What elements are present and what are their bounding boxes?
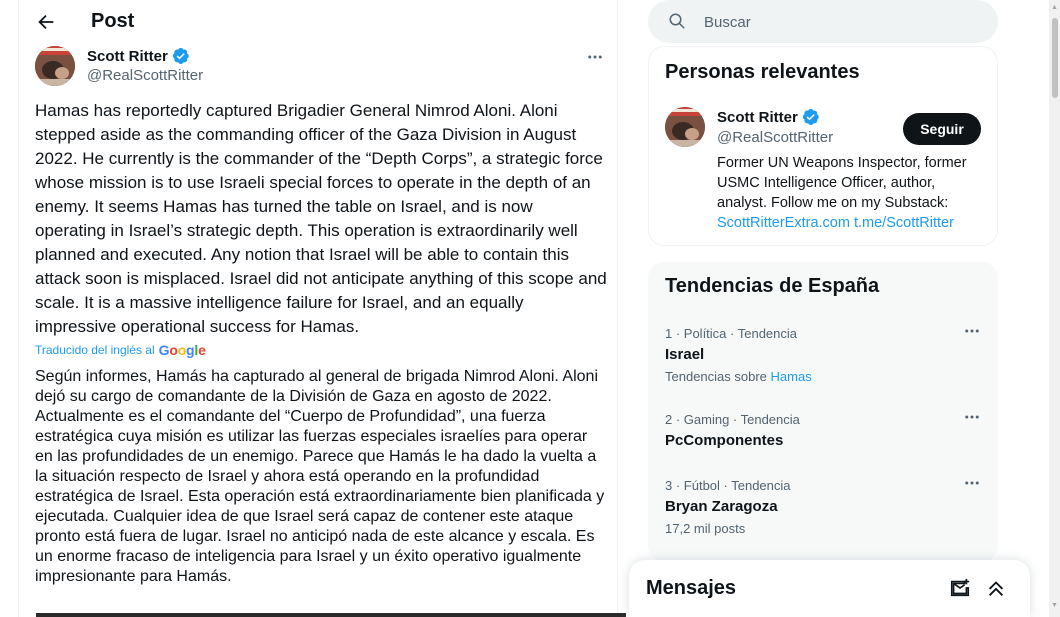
relevant-handle[interactable]: @RealScottRitter	[717, 129, 834, 146]
author-avatar[interactable]	[35, 46, 75, 86]
relevant-bio	[717, 153, 987, 233]
more-icon	[586, 48, 604, 66]
trend-subtitle	[665, 369, 812, 384]
trend-name: PcComponentes	[665, 432, 784, 449]
relevant-name-text: Scott Ritter	[717, 108, 798, 126]
bio-text: Former UN Weapons Inspector, former USMC Intelligence Officer, author, analyst. Follow me on my Substack:	[717, 155, 967, 211]
search-icon	[668, 12, 686, 30]
search-input[interactable]	[704, 11, 974, 33]
post-author	[35, 46, 605, 90]
more-icon	[963, 322, 981, 340]
trend-meta: 3 · Fútbol · Tendencia	[665, 478, 791, 493]
translation-label: Traducido del inglés al	[35, 343, 155, 357]
post-column	[18, 0, 618, 617]
follow-button[interactable]: Seguir	[903, 113, 981, 145]
trend-sub-link[interactable]: Hamas	[770, 369, 812, 384]
scroll-up-arrow[interactable]: ▲	[1051, 4, 1058, 11]
author-name-text: Scott Ritter	[87, 47, 168, 65]
trend-item[interactable]	[649, 326, 999, 396]
back-arrow-icon	[35, 11, 57, 33]
post-header	[19, 0, 617, 44]
verified-badge-icon	[172, 47, 190, 65]
search-bar[interactable]	[648, 0, 998, 43]
trend-sub-prefix: Tendencias sobre	[665, 369, 767, 384]
collapse-icon[interactable]	[985, 577, 1007, 599]
trend-sub-prefix: 17,2 mil posts	[665, 521, 746, 536]
google-logo: Google	[158, 342, 206, 358]
trends-card	[648, 262, 998, 562]
trend-subtitle	[665, 521, 745, 536]
scroll-down-arrow[interactable]: ▼	[1051, 602, 1058, 609]
bottom-edge	[36, 613, 626, 617]
trend-name: Bryan Zaragoza	[665, 498, 778, 515]
avatar-image	[35, 46, 75, 86]
avatar-image	[665, 107, 705, 147]
trend-item[interactable]	[649, 412, 999, 482]
trend-name: Israel	[665, 346, 705, 363]
trend-meta: 2 · Gaming · Tendencia	[665, 412, 800, 427]
verified-badge-icon	[802, 108, 820, 126]
trend-more-button[interactable]	[961, 474, 983, 490]
more-icon	[963, 408, 981, 426]
new-message-icon[interactable]	[949, 577, 971, 599]
relevant-name[interactable]	[717, 108, 820, 126]
trend-more-button[interactable]	[961, 408, 983, 424]
page-scrollbar[interactable]	[1049, 0, 1060, 617]
trends-title: Tendencias de España	[665, 275, 880, 297]
author-handle[interactable]: @RealScottRitter	[87, 67, 204, 84]
messages-drawer[interactable]	[629, 560, 1030, 617]
bio-link-substack[interactable]: ScottRitterExtra.com	[717, 215, 850, 231]
relevant-people-card	[648, 46, 998, 246]
page-title: Post	[91, 10, 135, 32]
bio-link-telegram[interactable]: t.me/ScottRitter	[853, 215, 954, 231]
trend-item[interactable]	[649, 478, 999, 548]
scroll-thumb[interactable]	[1052, 18, 1058, 98]
post-text-translated: Según informes, Hamás ha capturado al general de brigada Nimrod Aloni. Aloni dejó su cargo de comandante de la División de Gaza en agosto de 2022. Actualmente es el comandante del “Cuerpo de Profundidad”, una fuerza estratégica cuya misión es utilizar las fuerzas especiales israelíes para operar en las profundidades de un enemigo. Parece que Hamás le ha dado la vuelta a la situación respecto de Israel y ahora está operando en la profundidad estratégica de Israel. Esta operación está extraordinariamente bien planificada y ejecutada. Cualquier idea de que Israel será capaz de contener este ataque pronto está fuera de lugar. Israel no anticipó nada de este alcance y escala. Es un enorme fracaso de inteligencia para Israel y un éxito operativo igualmente impresionante para Hamás.	[35, 368, 605, 585]
post-text-original: Hamas has reportedly captured Brigadier General Nimrod Aloni. Aloni stepped aside as the commanding officer of the Gaza Division in August 2022. He currently is the commander of the “Depth Corps”, a strategic force whose mission is to use Israeli special forces to operate in the depth of an enemy. It seems Hamas has turned the table on Israel, and is now operating in Israel’s strategic depth. This operation is extraordinarily well planned and executed. Any notion that Israel will be able to contain this attack soon is misplaced. Israel did not anticipate anything of this scope and scale. It is a massive intelligence failure for Israel, and an equally impressive operational success for Hamas.	[35, 101, 607, 336]
trend-more-button[interactable]	[961, 322, 983, 338]
trend-meta: 1 · Política · Tendencia	[665, 326, 797, 341]
translation-attribution[interactable]	[35, 342, 206, 358]
relevant-people-title: Personas relevantes	[665, 61, 860, 83]
author-name[interactable]	[87, 47, 190, 65]
more-icon	[963, 474, 981, 492]
post-more-button[interactable]	[583, 48, 607, 66]
relevant-avatar[interactable]	[665, 107, 705, 147]
back-button[interactable]	[35, 11, 57, 33]
messages-title: Mensajes	[646, 577, 737, 599]
